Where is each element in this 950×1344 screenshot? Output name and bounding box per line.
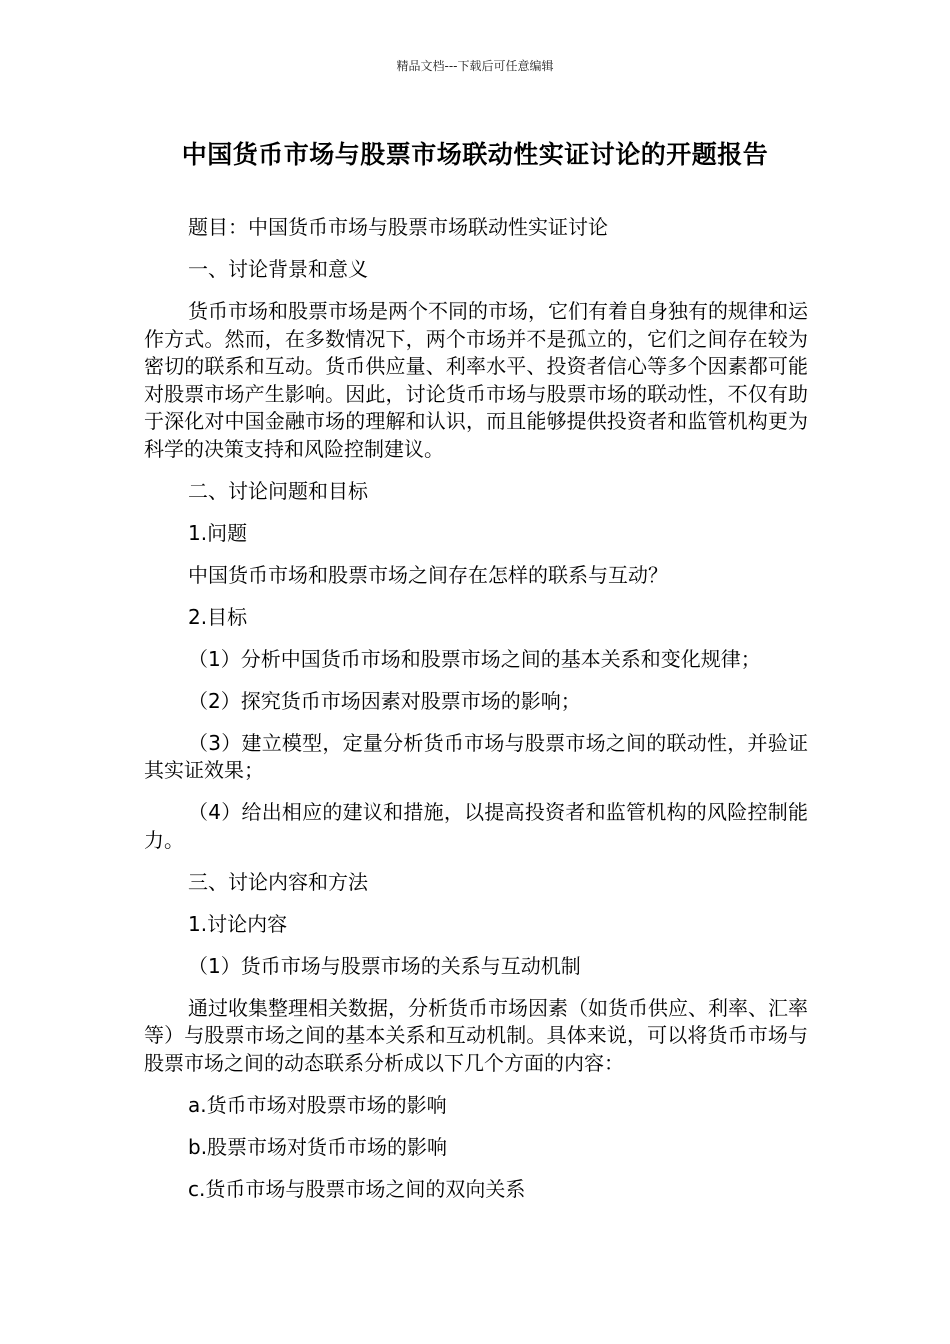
list-item-c: c.货币市场与股票市场之间的双向关系 — [188, 1176, 526, 1201]
question-heading: 1.问题 — [188, 520, 248, 545]
goal-heading: 2.目标 — [188, 604, 248, 629]
document-body — [144, 214, 808, 1218]
question-body: 中国货币市场和股票市场之间存在怎样的联系与互动？ — [188, 562, 668, 587]
content-heading: 1.讨论内容 — [188, 911, 288, 936]
header-note: 精品文档---下载后可任意编辑 — [396, 59, 554, 73]
goal-item-3: （3）建立模型，定量分析货币市场与股票市场之间的联动性，并验证其实证效果； — [144, 730, 808, 782]
content-item-1-body: 通过收集整理相关数据，分析货币市场因素（如货币供应、利率、汇率等）与股票市场之间的基本关系和互动机制。具体来说，可以将货币市场与股票市场之间的动态联系分析成以下几个方面的内容： — [144, 995, 808, 1075]
list-item-a: a.货币市场对股票市场的影响 — [188, 1092, 447, 1117]
section-1-body: 货币市场和股票市场是两个不同的市场，它们有着自身独有的规律和运作方式。然而，在多数情况下，两个市场并不是孤立的，它们之间存在较为密切的联系和互动。货币供应量、利率水平、投资者信心等多个因素都可能对股票市场产生影响。因此，讨论货币市场与股票市场的联动性，不仅有助于深化对中国金融市场的理解和认识，而且能够提供投资者和监管机构更为科学的决策支持和风险控制建议。 — [144, 299, 808, 461]
goal-item-1: （1）分析中国货币市场和股票市场之间的基本关系和变化规律； — [188, 646, 761, 671]
goal-item-4: （4）给出相应的建议和措施，以提高投资者和监管机构的风险控制能力。 — [144, 800, 808, 852]
topic-line: 题目：中国货币市场与股票市场联动性实证讨论 — [188, 215, 608, 239]
goal-item-2: （2）探究货币市场因素对股票市场的影响； — [188, 688, 581, 713]
list-item-b: b.股票市场对货币市场的影响 — [188, 1134, 448, 1159]
section-2-heading: 二、讨论问题和目标 — [188, 478, 368, 503]
content-item-1: （1）货币市场与股票市场的关系与互动机制 — [188, 953, 581, 978]
section-1-heading: 一、讨论背景和意义 — [188, 257, 368, 281]
document-title: 中国货币市场与股票市场联动性实证讨论的开题报告 — [181, 140, 769, 169]
section-3-heading: 三、讨论内容和方法 — [188, 869, 368, 894]
